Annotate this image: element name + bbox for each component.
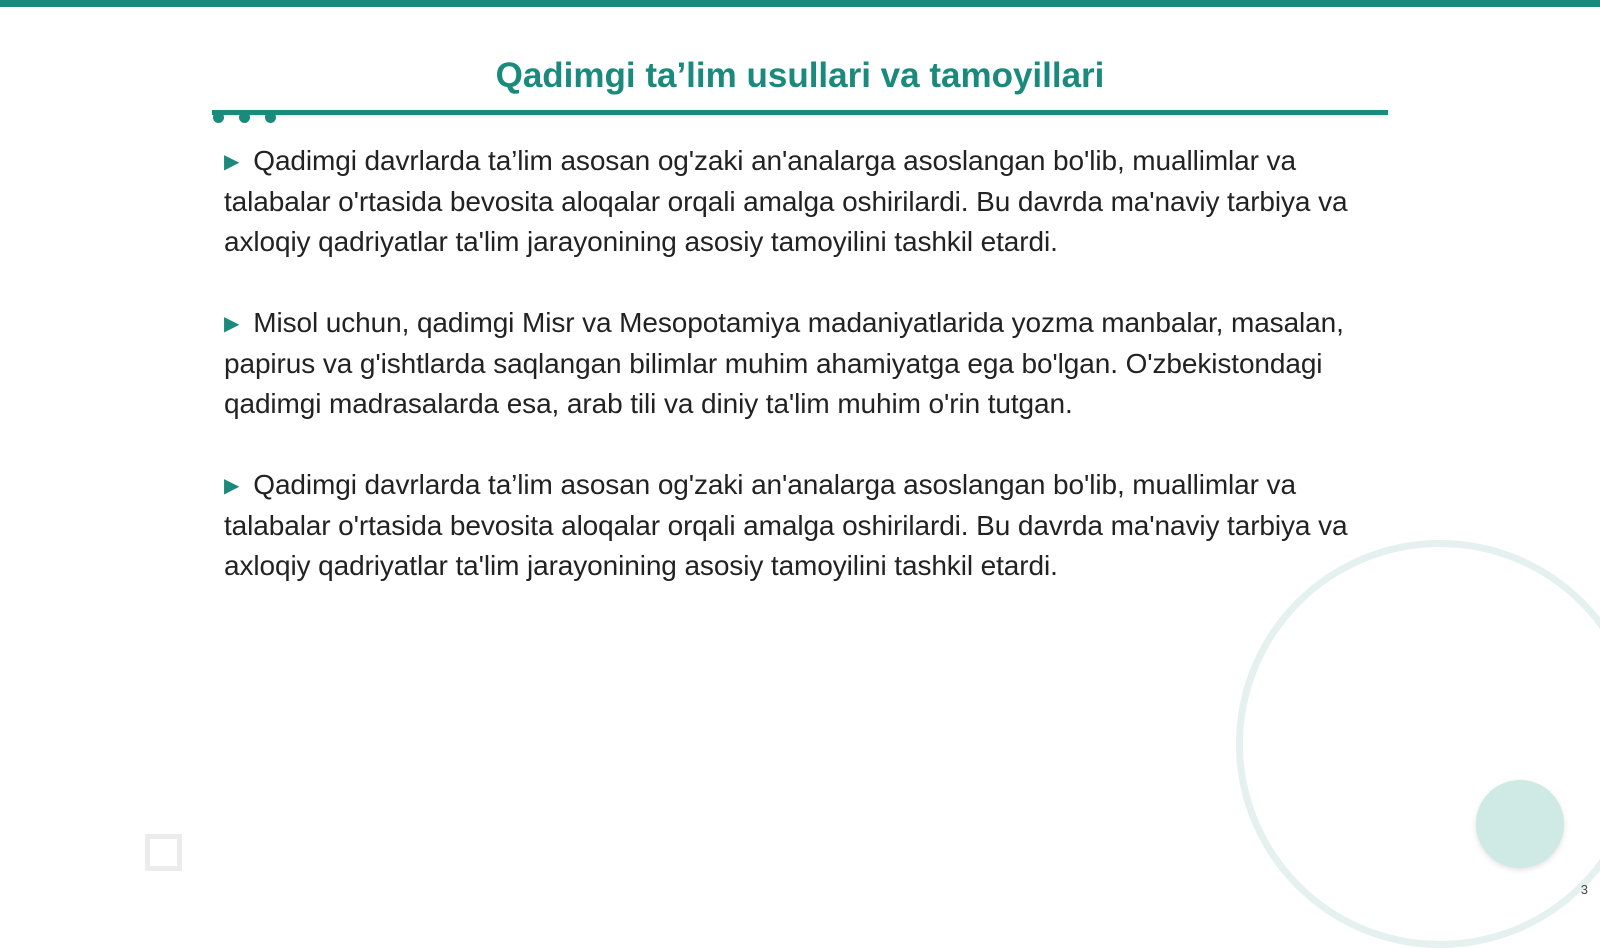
triangle-bullet-icon: ▶ xyxy=(224,475,240,497)
decorative-dot xyxy=(239,112,250,123)
bullet-text: Qadimgi davrlarda ta’lim asosan og'zaki an'analarga asoslangan bo'lib, muallimlar va talabalar o'rtasida bevosita aloqalar orqali amalga oshirilardi. Bu davrda ma'naviy tarbiya va axloqiy qadriyatlar ta'lim jarayonining asosiy tamoyilini tashkil etardi. xyxy=(224,145,1348,257)
bullet-text: Qadimgi davrlarda ta’lim asosan og'zaki an'analarga asoslangan bo'lib, muallimlar va talabalar o'rtasida bevosita aloqalar orqali amalga oshirilardi. Bu davrda ma'naviy tarbiya va axloqiy qadriyatlar ta'lim jarayonining asosiy tamoyilini tashkil etardi. xyxy=(224,469,1348,581)
page-number: 3 xyxy=(1580,882,1588,897)
top-accent-bar xyxy=(0,0,1600,7)
decorative-dot xyxy=(265,112,276,123)
bullet-item xyxy=(224,141,1384,262)
title-underline xyxy=(212,110,1388,115)
decorative-disc xyxy=(1476,780,1564,868)
bullet-list xyxy=(224,141,1384,627)
triangle-bullet-icon: ▶ xyxy=(224,151,240,173)
decorative-square-outline xyxy=(145,834,182,871)
triangle-bullet-icon: ▶ xyxy=(224,313,240,335)
decorative-dot xyxy=(213,112,224,123)
bullet-item xyxy=(224,303,1384,424)
slide-title: Qadimgi ta’lim usullari va tamoyillari xyxy=(495,56,1105,95)
bullet-item xyxy=(224,465,1384,586)
bullet-text: Misol uchun, qadimgi Misr va Mesopotamiya madaniyatlarida yozma manbalar, masalan, papirus va g'ishtlarda saqlangan bilimlar muhim ahamiyatga ega bo'lgan. O'zbekistondagi qadimgi madrasalarda esa, arab tili va diniy ta'lim muhim o'rin tutgan. xyxy=(224,307,1344,419)
